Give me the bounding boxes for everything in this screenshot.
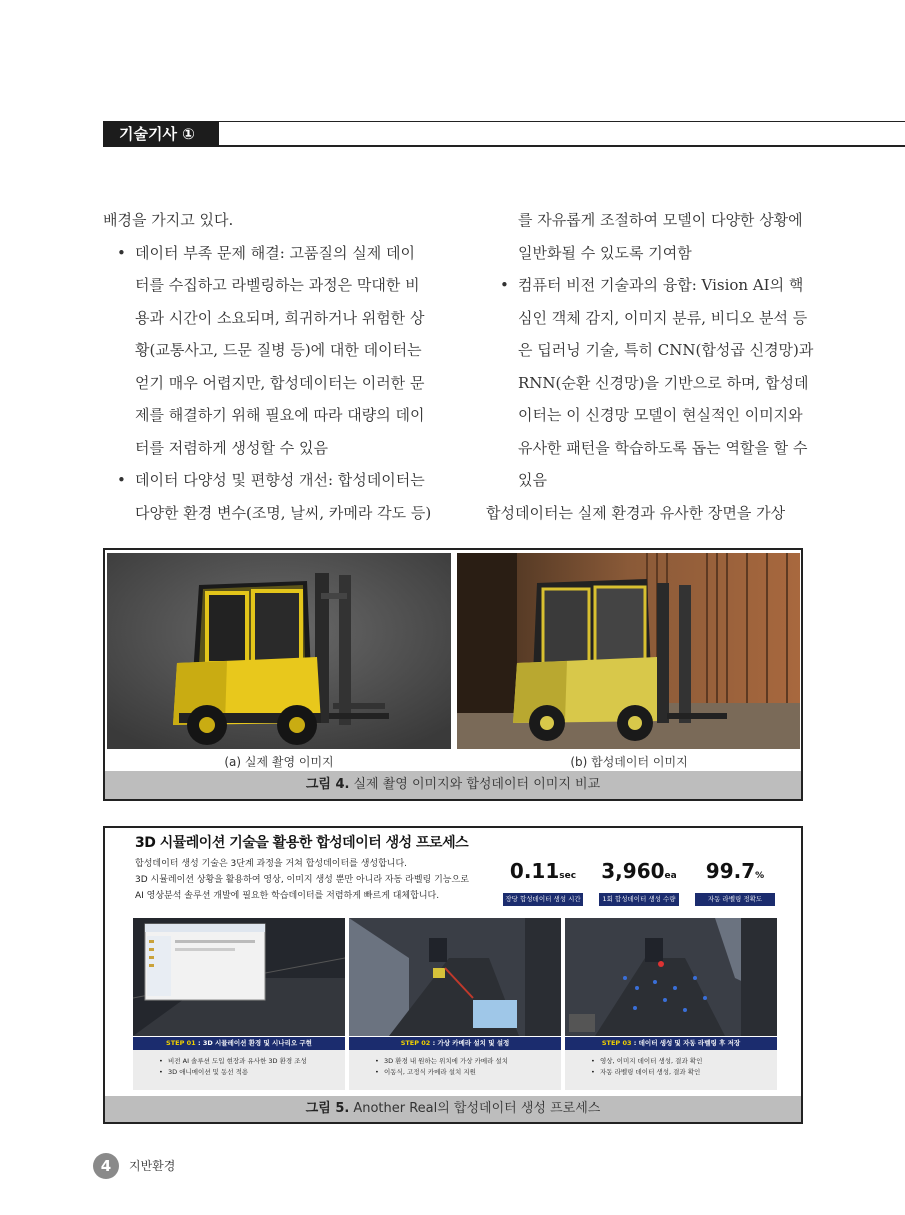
metric-unit: sec bbox=[559, 871, 577, 881]
text-line: 를 자유롭게 조절하여 모델이 다양한 상황에 bbox=[518, 211, 803, 229]
text-line: 얻기 매우 어렵지만, 합성데이터는 이러한 문 bbox=[135, 373, 425, 392]
step-name: : 3D 시뮬레이션 환경 및 시나리오 구현 bbox=[195, 1039, 312, 1047]
step-02-bar bbox=[349, 1037, 561, 1050]
left-text-column bbox=[103, 204, 436, 529]
figure-5-caption bbox=[105, 1096, 801, 1122]
subcaption-real: (a) 실제 촬영 이미지 bbox=[224, 755, 334, 769]
desc-line: 3D 시뮬레이션 상황을 활용하여 영상, 이미지 생성 뿐만 아니라 자동 라벨링 기능으로 bbox=[135, 875, 469, 885]
text-line: 있음 bbox=[518, 471, 547, 489]
metric-label-accuracy bbox=[695, 860, 775, 906]
text-line: 일반화될 수 있도록 기여함 bbox=[518, 243, 692, 262]
text-line: 합성데이터는 실제 환경과 유사한 장면을 가상 bbox=[486, 503, 786, 522]
figure-5-caption-text: Another Real의 합성데이터 생성 프로세스 bbox=[353, 1101, 601, 1116]
metric-value: 99.7 bbox=[705, 859, 756, 883]
process-title: 3D 시뮬레이션 기술을 활용한 합성데이터 생성 프로세스 bbox=[135, 835, 469, 851]
metric-label: 1회 합성데이터 생성 수량 bbox=[599, 893, 679, 906]
text-line: 심인 객체 감지, 이미지 분류, 비디오 분석 등 bbox=[518, 308, 808, 327]
figure-4-caption bbox=[105, 771, 801, 799]
figure-4 bbox=[103, 548, 803, 801]
page-number: 4 bbox=[93, 1153, 119, 1179]
step-01-details bbox=[133, 1050, 345, 1090]
step-detail: • 비전 AI 솔루션 도입 현장과 유사한 3D 환경 조성 bbox=[159, 1056, 345, 1067]
subcaption-synthetic: (b) 합성데이터 이미지 bbox=[570, 755, 688, 769]
step-detail: • 3D 환경 내 원하는 위치에 가상 카메라 설치 bbox=[375, 1056, 561, 1067]
step-detail: • 3D 애니메이션 및 동선 적용 bbox=[159, 1067, 345, 1078]
step-detail: • 자동 라벨링 데이터 생성, 결과 확인 bbox=[591, 1067, 777, 1078]
figure-4-label: 그림 4. bbox=[305, 777, 350, 792]
figure-5-label: 그림 5. bbox=[305, 1101, 350, 1116]
step-number: STEP 03 bbox=[601, 1039, 632, 1047]
text-line: 은 딥러닝 기술, 특히 CNN(합성곱 신경망)과 bbox=[518, 341, 814, 359]
step-name: : 데이터 생성 및 자동 라벨링 후 저장 bbox=[631, 1039, 741, 1047]
text-line: 제를 해결하기 위해 필요에 따라 대량의 데이 bbox=[135, 406, 425, 424]
step-01-screenshot bbox=[133, 918, 345, 1036]
desc-line: AI 영상분석 솔루션 개발에 필요한 학습데이터를 저렴하게 빠르게 대체합니다. bbox=[135, 891, 440, 901]
metric-value: 3,960 bbox=[601, 859, 665, 883]
step-detail: • 영상, 이미지 데이터 생성, 결과 확인 bbox=[591, 1056, 777, 1067]
process-description bbox=[135, 856, 469, 904]
step-name: : 가상 카메라 설치 및 설정 bbox=[430, 1039, 510, 1047]
text-line: 터를 저렴하게 생성할 수 있음 bbox=[135, 438, 328, 457]
text-line: 이터는 이 신경망 모델이 현실적인 이미지와 bbox=[518, 406, 803, 424]
step-03-details bbox=[565, 1050, 777, 1090]
text-line: 유사한 패턴을 학습하도록 돕는 역할을 할 수 bbox=[518, 438, 808, 457]
figure-5 bbox=[103, 826, 803, 1124]
step-number: STEP 01 bbox=[166, 1039, 196, 1047]
synthetic-forklift-image bbox=[457, 553, 800, 749]
step-number: STEP 02 bbox=[400, 1039, 431, 1047]
step-03-screenshot bbox=[565, 918, 777, 1036]
metric-unit: % bbox=[755, 871, 765, 881]
metric-generation-count bbox=[599, 860, 679, 906]
footer-section: 지반환경 bbox=[129, 1159, 176, 1173]
section-header bbox=[103, 121, 905, 147]
text-line: 용과 시간이 소요되며, 희귀하거나 위험한 상 bbox=[135, 308, 425, 327]
section-label: 기술기사 ① bbox=[103, 121, 219, 147]
step-03-bar bbox=[565, 1037, 777, 1050]
real-forklift-photo bbox=[107, 553, 451, 749]
bullet-line: • 데이터 다양성 및 편향성 개선: 합성데이터는 bbox=[103, 464, 436, 497]
metric-generation-time bbox=[503, 860, 583, 906]
text-line: 다양한 환경 변수(조명, 날씨, 카메라 각도 등) bbox=[135, 503, 432, 522]
desc-line: 합성데이터 생성 기술은 3단계 과정을 거쳐 합성데이터를 생성합니다. bbox=[135, 859, 408, 869]
text-line: RNN(순환 신경망)을 기반으로 하며, 합성데 bbox=[518, 373, 809, 392]
metric-value: 0.11 bbox=[509, 859, 560, 883]
metric-unit: ea bbox=[664, 871, 677, 881]
text-line: 배경을 가지고 있다. bbox=[103, 211, 234, 229]
bullet-line: • 컴퓨터 비전 기술과의 융합: Vision AI의 핵 bbox=[486, 269, 804, 302]
figure-4-caption-text: 실제 촬영 이미지와 합성데이터 이미지 비교 bbox=[353, 777, 601, 792]
text-line: 터를 수집하고 라벨링하는 과정은 막대한 비 bbox=[135, 276, 420, 294]
text-line: 황(교통사고, 드문 질병 등)에 대한 데이터는 bbox=[135, 341, 422, 359]
step-01-bar bbox=[133, 1037, 345, 1050]
metric-label: 자동 라벨링 정확도 bbox=[695, 893, 775, 906]
header-rule bbox=[219, 121, 905, 147]
step-detail: • 이동식, 고정식 카메라 설치 지원 bbox=[375, 1067, 561, 1078]
right-text-column bbox=[486, 204, 814, 529]
step-02-details bbox=[349, 1050, 561, 1090]
bullet-line: • 데이터 부족 문제 해결: 고품질의 실제 데이 bbox=[103, 237, 436, 270]
step-02-screenshot bbox=[349, 918, 561, 1036]
metric-label: 장당 합성데이터 생성 시간 bbox=[503, 893, 583, 906]
